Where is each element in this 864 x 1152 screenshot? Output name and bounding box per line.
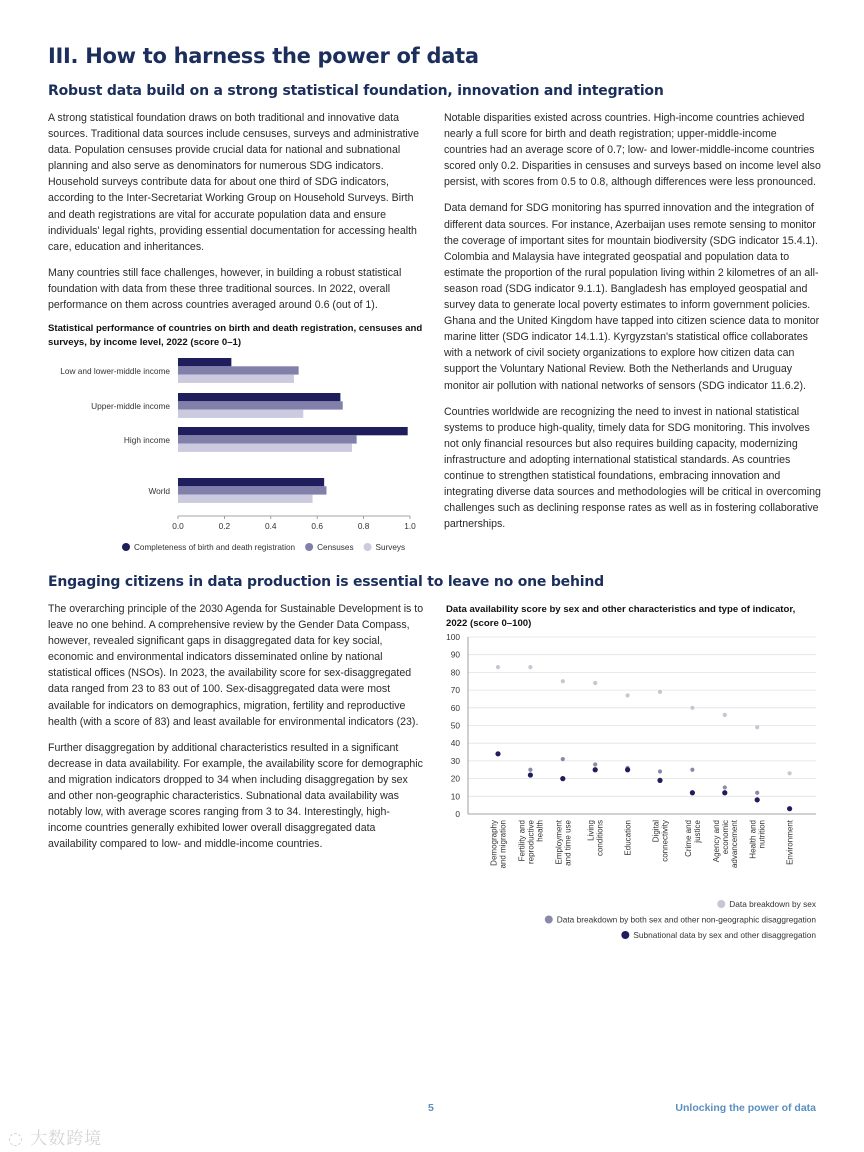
bar-category-label: High income (123, 435, 170, 445)
bar-category-label: Low and lower-middle income (60, 366, 170, 376)
data-point (658, 690, 662, 694)
legend-marker (122, 543, 130, 551)
bar (178, 393, 340, 401)
data-point (755, 791, 759, 795)
legend-label: Surveys (375, 543, 406, 552)
data-point (625, 767, 630, 772)
paragraph: The overarching principle of the 2030 Agenda for Sustainable Development is to leave no one behind. A comprehensive review by the Gender Data Compass, however, revealed significant gaps in disaggregated data for key social, economic and environmental indicators disseminated online by national statistical offices (NSOs). In 2023, the availability score for sex-disaggregated data ranged from 23 to 83 out of 100. Sex-disaggregated data were most available for indicators on demographics, migration, fertility and reproductive health (with a score of 83) and least available for environmental indicators (23). (48, 603, 424, 728)
bar (178, 478, 324, 486)
scatter-chart-title: Data availability score by sex and other characteristics and type of indicator, 2022 (score 0–100) (446, 604, 796, 629)
paragraph: Data demand for SDG monitoring has spurred innovation and the integration of different data sources. For instance, Azerbaijan uses remote sensing to monitor the coverage of important sites for mountain biodiversity (SDG indicator 15.4.1). Colombia and Malaysia have integrated geospatial and population data to estimate the proportion of the rural population living within 2 kilometres of an all-season road (SDG indicator 9.1.1). Bangladesh has employed geospatial and survey data to generate local poverty estimates to inform government policies. Ghana and the United Kingdom have tapped into citizen science data to monitor marine litter (SDG indicator 14.1.1). Kyrgyzstan's statistical office collaborates with a network of civil society organizations to explore how citizen data can support the Voluntary National Review. Both the Netherlands and Uruguay monitor air pollution with national networks of sensors (SDG indicator 11.6.2). (444, 202, 820, 392)
y-tick-label: 30 (450, 755, 460, 766)
paragraph: Notable disparities existed across countries. High-income countries achieved nearly a full score for birth and death registration; upper-middle-income countries had an average score of 0.7; low- and lower-middle-income countries scored only 0.2. Disparities in censuses and surveys based on income level also persist, with scores from 0.5 to 0.8, although differences were less pronounced. (444, 112, 821, 189)
x-category-label: Health andnutrition (748, 820, 767, 859)
data-point (593, 767, 598, 772)
y-tick-label: 70 (450, 685, 460, 696)
data-point (755, 797, 760, 802)
x-tick-label: 0.2 (218, 521, 231, 531)
scatter-chart (440, 628, 830, 948)
paragraph: Further disaggregation by additional characteristics resulted in a significant decrease in data availability. For example, the availability score for demographic and migration indicators dropped to 34 when including disaggregation by sex and other non-geographic characteristics. Subnational data availability was notably low, with average scores ranging from 3 to 34. Interestingly, high-income countries generally exhibited lower overall disaggregated data availability compared to low- and middle-income countries. (48, 741, 423, 851)
legend-label: Subnational data by sex and other disaggregation (633, 930, 816, 940)
y-tick-label: 50 (450, 720, 460, 731)
x-category-label: Livingconditions (586, 820, 605, 857)
bar (178, 444, 352, 452)
data-point (722, 790, 727, 795)
data-point (496, 665, 500, 669)
y-tick-label: 0 (455, 809, 460, 819)
y-tick-label: 80 (450, 667, 460, 678)
y-tick-label: 40 (450, 738, 460, 749)
x-tick-label: 0.4 (265, 521, 277, 531)
legend-label: Data breakdown by both sex and other non-geographic disaggregation (556, 914, 816, 925)
section-heading-engaging-citizens: Engaging citizens in data production is essential to leave no one behind (48, 574, 604, 590)
section-heading-robust-data: Robust data build on a strong statistical foundation, innovation and integration (48, 83, 664, 99)
data-point (658, 769, 662, 773)
x-category-label: Demographyand migration (489, 820, 508, 869)
y-tick-label: 60 (450, 702, 460, 713)
bar-chart-title: Statistical performance of countries on birth and death registration, censuses and surveys, by income level, 2022 (score 0–1) (48, 323, 423, 348)
bar (178, 401, 343, 409)
bar-category-label: Upper-middle income (91, 401, 170, 411)
data-point (561, 679, 565, 683)
x-tick-label: 0.8 (357, 521, 370, 531)
legend-label: Censuses (317, 543, 354, 552)
y-tick-label: 10 (450, 791, 460, 802)
y-tick-label: 90 (450, 649, 460, 660)
legend-marker (364, 543, 372, 551)
data-point (723, 713, 727, 717)
bar-category-label: World (148, 486, 170, 496)
page-title: III. How to harness the power of data (48, 44, 479, 68)
bar (178, 358, 231, 366)
bar (178, 410, 303, 418)
bar (178, 366, 299, 374)
x-category-label: Education (623, 820, 633, 856)
x-category-label: Environment (785, 820, 795, 865)
legend-marker (545, 916, 553, 924)
data-point (657, 778, 662, 783)
running-title: Unlocking the power of data (675, 1102, 816, 1114)
data-point (755, 725, 759, 729)
x-tick-label: 0.6 (311, 521, 323, 531)
legend-marker (717, 900, 725, 908)
data-point (788, 771, 792, 775)
data-point (528, 665, 532, 669)
legend-label: Data breakdown by sex (729, 899, 816, 909)
x-category-label: Agency andeconomicadvancement (711, 820, 739, 869)
watermark-logo: ◌ 大数跨境 (8, 1129, 103, 1149)
x-category-label: Employmentand time use (554, 820, 573, 866)
bar (178, 486, 326, 494)
x-tick-label: 1.0 (404, 521, 416, 531)
data-point (528, 768, 532, 772)
legend-marker (621, 931, 629, 939)
bar (178, 495, 313, 503)
legend-label: Completeness of birth and death registration (134, 543, 296, 552)
x-category-label: Crime andjustice (683, 820, 702, 857)
data-point (528, 772, 533, 777)
bar (178, 375, 294, 383)
data-point (561, 757, 565, 761)
x-category-label: Fertility andreproductivehealth (517, 820, 545, 865)
section1-right-column (444, 110, 822, 542)
data-point (690, 790, 695, 795)
page-number: 5 (428, 1102, 434, 1114)
section2-left-column (48, 601, 424, 862)
bar (178, 435, 357, 443)
x-tick-label: 0.0 (172, 521, 184, 531)
data-point (626, 693, 630, 697)
data-point (593, 681, 597, 685)
section1-left-column (48, 110, 424, 323)
x-category-label: Digitalconnectivity (651, 820, 670, 862)
data-point (690, 706, 694, 710)
y-tick-label: 100 (446, 632, 460, 642)
data-point (495, 751, 500, 756)
legend-marker (305, 543, 313, 551)
data-point (723, 785, 727, 789)
data-point (787, 806, 792, 811)
data-point (690, 768, 694, 772)
paragraph: Many countries still face challenges, however, in building a robust statistical foundation with data from these three traditional sources. In 2022, overall performance on them across countries averaged around 0.6 (out of 1). (48, 266, 402, 312)
paragraph: A strong statistical foundation draws on both traditional and innovative data sources. Traditional data sources include censuses, surveys and administrative data. Population censuses provide crucial data for national and subnational planning and also serve as denominators for numerous SDG indicators. Household surveys contribute data for about one third of SDG indicators, according to the Inter-Secretariat Working Group on Household Surveys. Birth and death registrations are vital for accurate population data and ensure individuals' legal rights, providing essential documentation for accessing health care, education and inheritances. (48, 112, 419, 253)
y-tick-label: 20 (450, 773, 460, 784)
data-point (560, 776, 565, 781)
paragraph: Countries worldwide are recognizing the need to invest in national statistical systems to produce high-quality, timely data for SDG monitoring. This involves not only financial resources but also requires building capacity, modernizing infrastructure and adopting international statistical standards. As countries continue to strengthen statistical foundations, embracing innovation and integrating diverse data sources and methodologies will be critical in overcoming challenges such as declining response rates as well as in fostering collaborative partnerships. (444, 405, 821, 531)
bar (178, 427, 408, 435)
bar-chart (40, 350, 430, 560)
data-point (593, 762, 597, 766)
